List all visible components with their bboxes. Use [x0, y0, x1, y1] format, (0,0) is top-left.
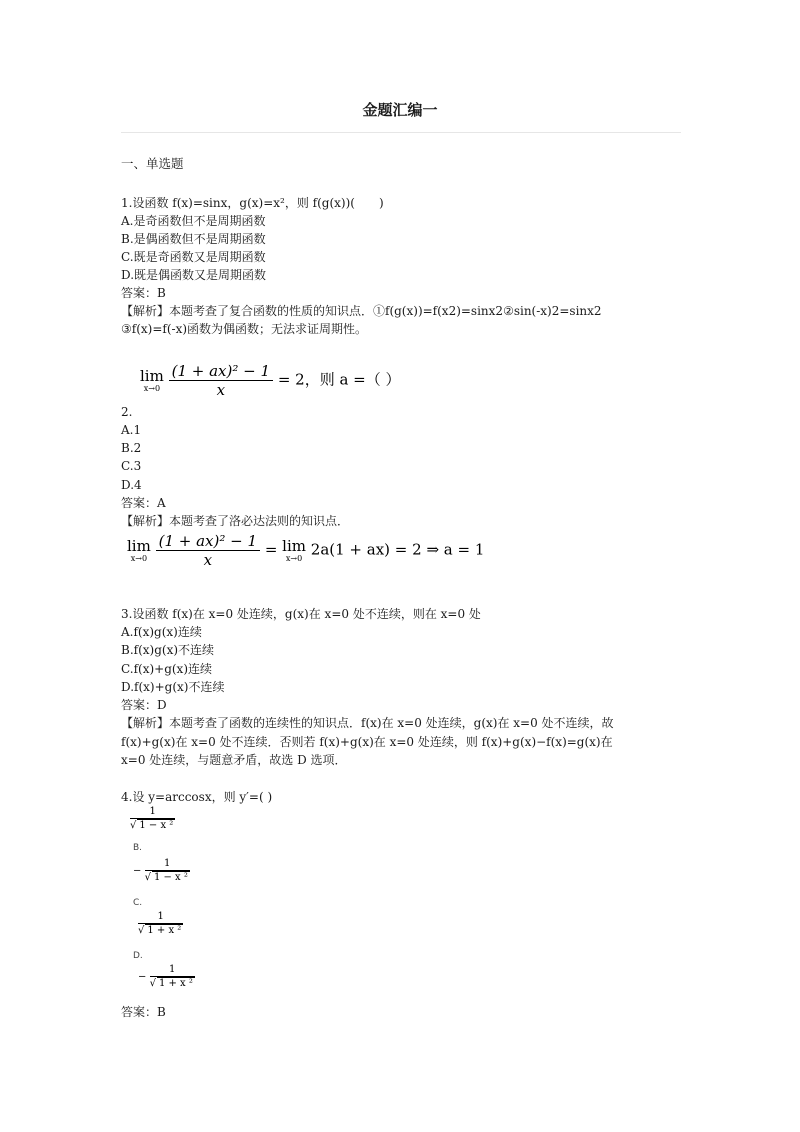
q1-stem: 1.设函数 f(x)=sinx，g(x)=x²，则 f(g(x))( )	[121, 196, 384, 210]
q3-analysis-line-1: 【解析】本题考查了函数的连续性的知识点．f(x)在 x=0 处连续，g(x)在 x=0 处不连续，故	[121, 716, 614, 730]
q3-analysis-line-3: x=0 处连续，与题意矛盾，故选 D 选项．	[121, 753, 347, 767]
q2-numerator: (1 + ax)² − 1	[169, 362, 273, 381]
q1-option-c: C.既是奇函数又是周期函数	[121, 250, 266, 264]
q2-solution-fraction: $\frac{\text{(1 + ax)² − 1}}{x}$	[156, 532, 260, 569]
q2-solution-result: 2a(1 + ax) = 2 ⇒ a = 1	[310, 540, 485, 559]
q4-stem: 4.设 y=arccosx，则 y′=( )	[121, 790, 273, 804]
q4-answer: 答案：B	[121, 1005, 166, 1019]
q2-fraction	[169, 362, 273, 399]
q3-option-d: D.f(x)+g(x)不连续	[121, 680, 225, 694]
document-title: 金题汇编一	[362, 101, 438, 119]
q4-option-d-formula: − $\frac{1}{\text{√ 1 + x ²}}$	[138, 964, 193, 989]
q4-label-d: D.	[133, 951, 143, 961]
q3-option-c: C.f(x)+g(x)连续	[121, 662, 213, 676]
q2-solution-equals: =	[264, 540, 278, 559]
q1-option-a: A.是奇函数但不是周期函数	[121, 214, 266, 228]
q1-analysis-line-1: 【解析】本题考查了复合函数的性质的知识点．①f(g(x))=f(x2)=sinx2②sin(-x)2=sinx2	[121, 304, 602, 318]
q4-label-b: B.	[133, 843, 143, 853]
q2-option-c: C.3	[121, 459, 142, 473]
q3-stem: 3.设函数 f(x)在 x=0 处连续，g(x)在 x=0 处不连续，则在 x=0 处	[121, 607, 481, 621]
title-divider	[121, 132, 681, 133]
q1-analysis-line-2: ③f(x)=f(-x)函数为偶函数；无法求证周期性。	[121, 322, 368, 336]
q2-number: 2.	[121, 405, 133, 419]
q2-denominator: x	[216, 381, 226, 399]
q3-option-b: B.f(x)g(x)不连续	[121, 643, 215, 657]
q2-solution-formula	[127, 532, 484, 569]
q3-analysis-line-2: f(x)+g(x)在 x=0 处不连续．否则若 f(x)+g(x)在 x=0 处连续，则 f(x)+g(x)−f(x)=g(x)在	[121, 735, 613, 749]
q3-answer: 答案：D	[121, 698, 167, 712]
q4-label-c: C.	[133, 898, 143, 908]
q2-rhs: = 2，则 a =（ ）	[277, 370, 401, 389]
q2-limit-formula	[140, 362, 401, 399]
q4-option-b-formula: − $\frac{1}{\text{√ 1 − x ²}}$	[133, 858, 188, 883]
q1-option-d: D.既是偶函数又是周期函数	[121, 268, 267, 282]
q2-lim-operator: lim x→0	[140, 366, 164, 393]
q2-option-b: B.2	[121, 441, 142, 455]
q1-answer: 答案：B	[121, 286, 166, 300]
q2-analysis: 【解析】本题考查了洛必达法则的知识点．	[121, 514, 350, 528]
q2-option-a: A.1	[121, 423, 142, 437]
q2-answer: 答案：A	[121, 496, 166, 510]
q3-option-a: A.f(x)g(x)连续	[121, 625, 202, 639]
q4-option-a-formula: $\frac{1}{\text{√ 1 − x ²}}$	[130, 806, 174, 831]
q2-solution-lim-1: lim x→0	[127, 536, 151, 563]
q4-option-c-formula: $\frac{1}{\text{√ 1 + x ²}}$	[138, 911, 182, 936]
q2-option-d: D.4	[121, 478, 142, 492]
q1-option-b: B.是偶函数但不是周期函数	[121, 232, 266, 246]
section-heading: 一、单选题	[121, 156, 184, 171]
q2-solution-lim-2: lim x→0	[282, 536, 306, 563]
